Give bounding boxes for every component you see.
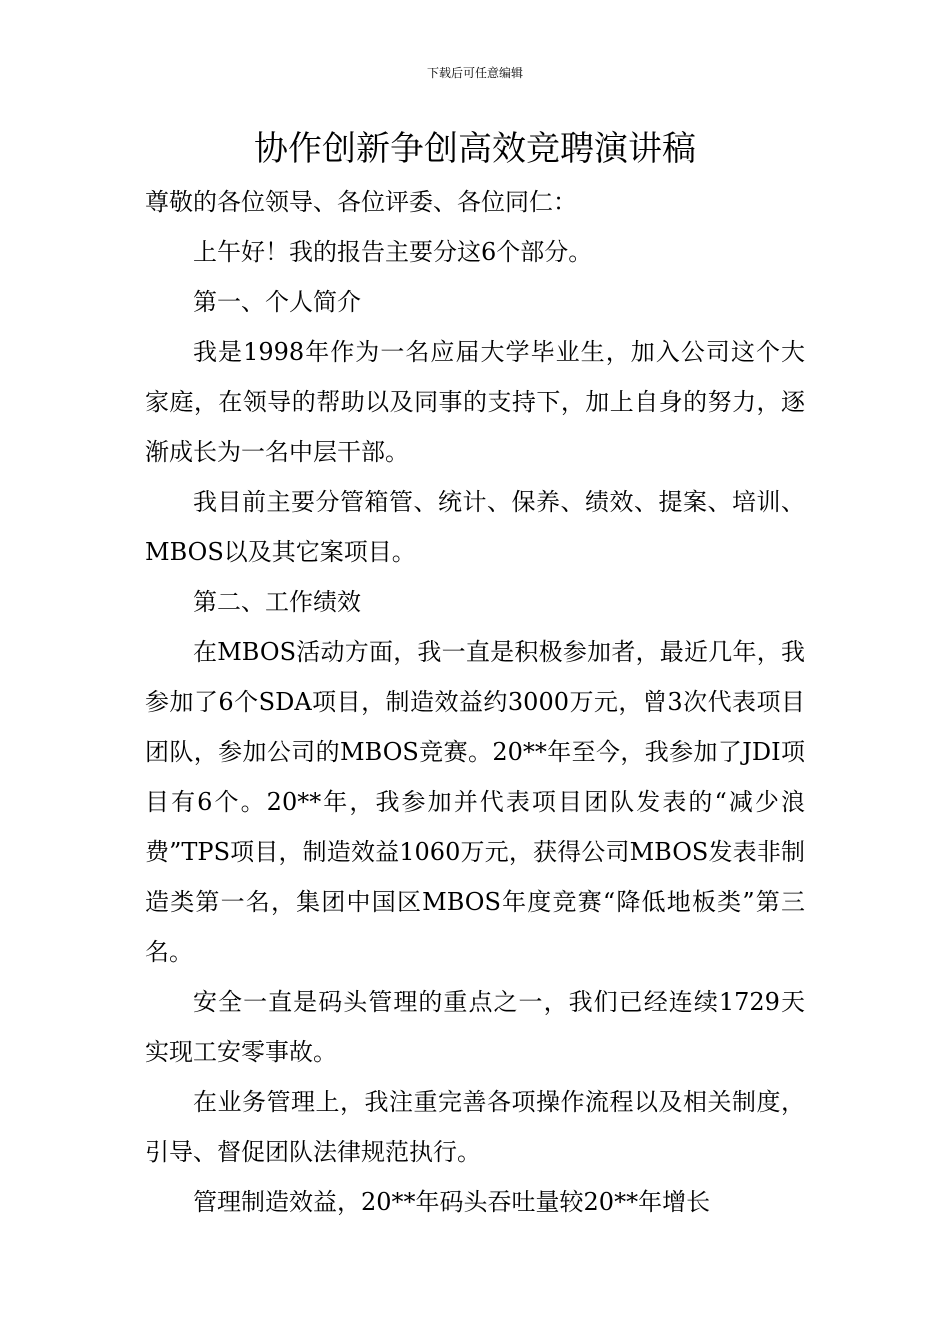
section-heading-2: 第二、工作绩效 xyxy=(193,588,361,616)
body-paragraph: 我是1998年作为一名应届大学毕业生，加入公司这个大家庭，在领导的帮助以及同事的支持下，加上自身的努力，逐渐成长为一名中层干部。 xyxy=(145,338,805,466)
body-paragraph: 安全一直是码头管理的重点之一，我们已经连续1729天实现工安零事故。 xyxy=(145,988,805,1066)
body-paragraph: 在业务管理上，我注重完善各项操作流程以及相关制度，引导、督促团队法律规范执行。 xyxy=(145,1088,805,1166)
body-paragraph: 我目前主要分管箱管、统计、保养、绩效、提案、培训、MBOS以及其它案项目。 xyxy=(145,488,805,566)
body-paragraph: 管理制造效益，20**年码头吞吐量较20**年增长 xyxy=(193,1188,711,1216)
header-note: 下载后可任意编辑 xyxy=(426,66,523,80)
greeting-paragraph: 上午好！我的报告主要分这6个部分。 xyxy=(193,238,593,266)
document-title: 协作创新争创高效竞聘演讲稿 xyxy=(254,129,696,169)
body-paragraph: 在MBOS活动方面，我一直是积极参加者，最近几年，我参加了6个SDA项目，制造效益约3000万元，曾3次代表项目团队，参加公司的MBOS竞赛。20**年至今，我参加了JDI项目有6个。20**年，我参加并代表项目团队发表的“减少浪费”TPS项目，制造效益1060万元，获得公司MBOS发表非制造类第一名，集团中国区MBOS年度竞赛“降低地板类”第三名。 xyxy=(145,638,805,966)
section-heading-1: 第一、个人简介 xyxy=(193,288,361,316)
salutation-paragraph: 尊敬的各位领导、各位评委、各位同仁： xyxy=(145,188,577,216)
document-body xyxy=(145,177,805,1227)
